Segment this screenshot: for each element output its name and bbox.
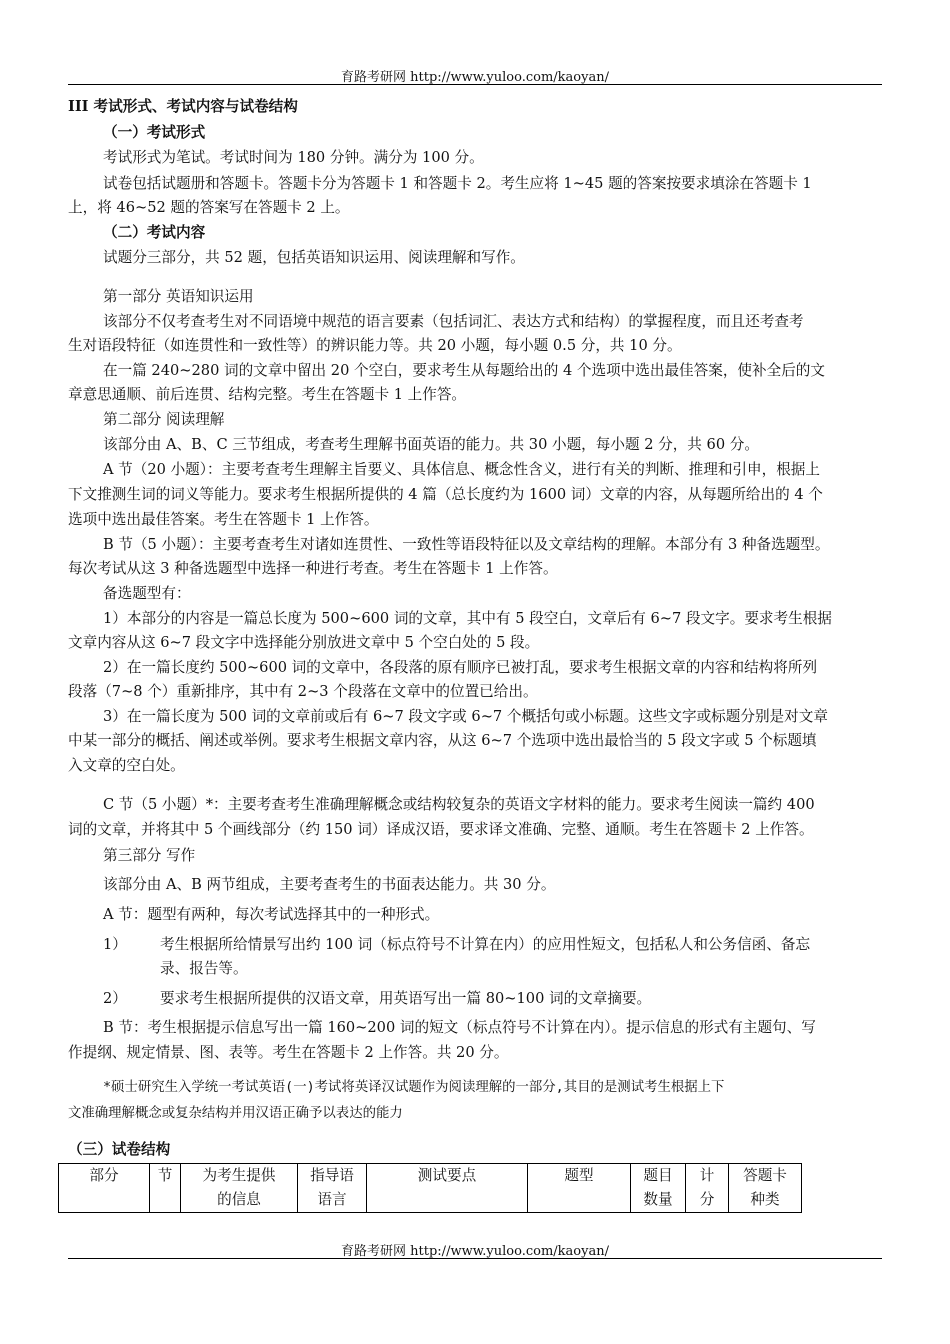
- exam-structure-table: [58, 1163, 802, 1213]
- list-number: 1）: [103, 936, 127, 953]
- paragraph-line: 3）在一篇长度为 500 词的文章前或后有 6~7 段文字或 6~7 个概括句或小标题。这些文字或标题分别是对文章: [103, 708, 828, 725]
- part-heading: 第三部分 写作: [103, 847, 196, 864]
- list-item: 要求考生根据所提供的汉语文章，用英语写出一篇 80~100 词的文章摘要。: [160, 990, 652, 1007]
- paragraph-line: 作提纲、规定情景、图、表等。考生在答题卡 2 上作答。共 20 分。: [68, 1044, 509, 1061]
- paragraph-line: 生对语段特征（如连贯性和一致性等）的辨识能力等。共 20 小题，每小题 0.5 分，共 10 分。: [68, 337, 682, 354]
- paragraph-line: 文章内容从这 6~7 段文字中选择能分别放进文章中 5 个空白处的 5 段。: [68, 634, 540, 651]
- table-header-cell: 题型: [528, 1164, 631, 1213]
- table-header-cell: 指导语 语言: [298, 1164, 367, 1213]
- paragraph-line: 词的文章，并将其中 5 个画线部分（约 150 词）译成汉语，要求译文准确、完整、通顺。考生在答题卡 2 上作答。: [68, 821, 814, 838]
- table-header-cell: 为考生提供 的信息: [181, 1164, 298, 1213]
- page-footer: 育路考研网 http://www.yuloo.com/kaoyan/: [341, 1244, 609, 1259]
- paragraph-line: 上，将 46~52 题的答案写在答题卡 2 上。: [68, 199, 350, 216]
- list-number: 2）: [103, 990, 127, 1007]
- table-header-cell: 节: [150, 1164, 181, 1213]
- subsection-heading: （二）考试内容: [103, 224, 206, 241]
- footnote-line: 文准确理解概念或复杂结构并用汉语正确予以表达的能力: [68, 1106, 403, 1121]
- paragraph-line: B 节（5 小题）：主要考查考生对诸如连贯性、一致性等语段特征以及文章结构的理解。本部分有 3 种备选题型。: [103, 536, 830, 553]
- paragraph-line: 中某一部分的概括、阐述或举例。要求考生根据文章内容，从这 6~7 个选项中选出最恰当的 5 段文字或 5 个标题填: [68, 732, 817, 749]
- paragraph-line: 选项中选出最佳答案。考生在答题卡 1 上作答。: [68, 511, 379, 528]
- paragraph-line: 试卷包括试题册和答题卡。答题卡分为答题卡 1 和答题卡 2。考生应将 1~45 题的答案按要求填涂在答题卡 1: [103, 175, 812, 192]
- table-header-cell: 测试要点: [367, 1164, 528, 1213]
- paragraph-line: 该部分不仅考查考生对不同语境中规范的语言要素（包括词汇、表达方式和结构）的掌握程度，而且还考查考: [103, 313, 804, 330]
- table-header-cell: 题目 数量: [631, 1164, 686, 1213]
- paragraph-line: B 节：考生根据提示信息写出一篇 160~200 词的短文（标点符号不计算在内）。提示信息的形式有主题句、写: [103, 1019, 816, 1036]
- paragraph-line: 2）在一篇长度约 500~600 词的文章中，各段落的原有顺序已被打乱，要求考生根据文章的内容和结构将所列: [103, 659, 818, 676]
- paragraph-line: 段落（7~8 个）重新排序，其中有 2~3 个段落在文章中的位置已给出。: [68, 683, 538, 700]
- paragraph-line: 入文章的空白处。: [68, 757, 185, 774]
- section-heading: III 考试形式、考试内容与试卷结构: [68, 98, 298, 115]
- paragraph-line: 章意思通顺、前后连贯、结构完整。考生在答题卡 1 上作答。: [68, 386, 467, 403]
- list-item: 考生根据所给情景写出约 100 词（标点符号不计算在内）的应用性短文，包括私人和公务信函、备忘: [160, 936, 811, 953]
- footnote-line: *硕士研究生入学统一考试英语(一)考试将英译汉试题作为阅读理解的一部分,其目的是测试考生根据上下: [103, 1080, 725, 1095]
- table-header-cell: 计 分: [686, 1164, 729, 1213]
- paragraph-line: 在一篇 240~280 词的文章中留出 20 个空白，要求考生从每题给出的 4 个选项中选出最佳答案，使补全后的文: [103, 362, 825, 379]
- header-rule: [68, 84, 882, 85]
- paragraph-line: 备选题型有：: [103, 585, 191, 602]
- page-header: 育路考研网 http://www.yuloo.com/kaoyan/: [341, 70, 609, 85]
- paragraph-line: 该部分由 A、B、C 三节组成，考查考生理解书面英语的能力。共 30 小题，每小题 2 分，共 60 分。: [103, 436, 759, 453]
- table-header-cell: 答题卡 种类: [729, 1164, 802, 1213]
- part-heading: 第二部分 阅读理解: [103, 411, 225, 428]
- subsection-heading: （三）试卷结构: [68, 1141, 171, 1158]
- table-header-cell: 部分: [59, 1164, 150, 1213]
- paragraph-line: 下文推测生词的词义等能力。要求考生根据所提供的 4 篇（总长度约为 1600 词）文章的内容，从每题所给出的 4 个: [68, 486, 823, 503]
- subsection-heading: （一）考试形式: [103, 124, 206, 141]
- paragraph-line: A 节：题型有两种，每次考试选择其中的一种形式。: [103, 906, 440, 923]
- paragraph-line: 每次考试从这 3 种备选题型中选择一种进行考查。考生在答题卡 1 上作答。: [68, 560, 558, 577]
- footer-rule: [68, 1258, 882, 1259]
- paragraph-line: 考试形式为笔试。考试时间为 180 分钟。满分为 100 分。: [103, 149, 484, 166]
- paragraph-line: 该部分由 A、B 两节组成，主要考查考生的书面表达能力。共 30 分。: [103, 876, 556, 893]
- paragraph-line: 1）本部分的内容是一篇总长度为 500~600 词的文章，其中有 5 段空白，文章后有 6~7 段文字。要求考生根据: [103, 610, 832, 627]
- paragraph-line: 试题分三部分，共 52 题，包括英语知识运用、阅读理解和写作。: [103, 249, 525, 266]
- table-header-row: [59, 1164, 802, 1213]
- part-heading: 第一部分 英语知识运用: [103, 288, 254, 305]
- paragraph-line: C 节（5 小题）*：主要考查考生准确理解概念或结构较复杂的英语文字材料的能力。要求考生阅读一篇约 400: [103, 796, 815, 813]
- list-item: 录、报告等。: [160, 960, 248, 977]
- paragraph-line: A 节（20 小题）：主要考查考生理解主旨要义、具体信息、概念性含义，进行有关的判断、推理和引申，根据上: [103, 461, 820, 478]
